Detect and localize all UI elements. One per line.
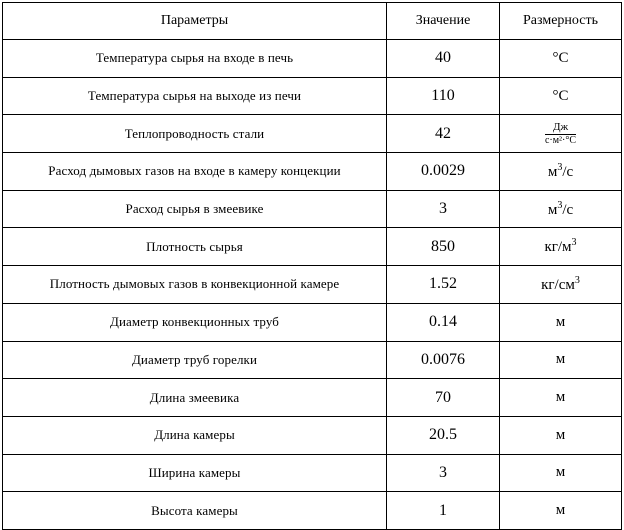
table-row: [3, 341, 622, 379]
parameter-value: 3: [387, 454, 500, 492]
parameter-name: Температура сырья на выходе из печи: [3, 77, 387, 115]
header-value: Значение: [387, 3, 500, 40]
table-row: [3, 40, 622, 78]
unit-base: м: [547, 201, 558, 218]
unit-suffix: /с: [562, 201, 574, 218]
parameter-unit: м: [500, 303, 622, 341]
parameter-value: 0.0029: [387, 153, 500, 191]
parameter-value: 0.0076: [387, 341, 500, 379]
unit-exponent: 3: [557, 199, 563, 211]
parameter-unit: °С: [500, 40, 622, 78]
table-row: [3, 492, 622, 530]
parameter-value: 1: [387, 492, 500, 530]
table-row: [3, 379, 622, 417]
table-body: [3, 40, 622, 530]
parameter-name: Длина змеевика: [3, 379, 387, 417]
parameter-unit: [500, 115, 622, 153]
parameter-name: Диаметр конвекционных труб: [3, 303, 387, 341]
table-row: [3, 190, 622, 228]
parameter-name: Плотность сырья: [3, 228, 387, 266]
unit-numerator: Дж: [545, 122, 576, 135]
parameter-name: Диаметр труб горелки: [3, 341, 387, 379]
parameter-value: 40: [387, 40, 500, 78]
parameter-name: Высота камеры: [3, 492, 387, 530]
parameters-table: [2, 2, 622, 530]
parameter-unit: °С: [500, 77, 622, 115]
table-row: [3, 266, 622, 304]
unit-exponent: 3: [557, 161, 563, 173]
table-header-row: [3, 3, 622, 40]
parameter-name: Температура сырья на входе в печь: [3, 40, 387, 78]
parameter-name: Теплопроводность стали: [3, 115, 387, 153]
parameter-name: Расход дымовых газов на входе в камеру концекции: [3, 153, 387, 191]
table-row: [3, 416, 622, 454]
parameter-name: Расход сырья в змеевике: [3, 190, 387, 228]
parameter-value: 110: [387, 77, 500, 115]
parameter-unit: [500, 153, 622, 191]
parameter-unit: м: [500, 492, 622, 530]
parameter-value: 3: [387, 190, 500, 228]
table-row: [3, 77, 622, 115]
parameter-name: Плотность дымовых газов в конвекционной камере: [3, 266, 387, 304]
header-parameters: Параметры: [3, 3, 387, 40]
table-row: [3, 228, 622, 266]
parameter-value: 850: [387, 228, 500, 266]
unit-exponent: 3: [574, 274, 580, 286]
parameter-value: 1.52: [387, 266, 500, 304]
parameter-name: Длина камеры: [3, 416, 387, 454]
parameter-value: 42: [387, 115, 500, 153]
table-row: [3, 115, 622, 153]
parameter-value: 0.14: [387, 303, 500, 341]
parameter-name: Ширина камеры: [3, 454, 387, 492]
parameter-unit: м: [500, 379, 622, 417]
parameter-unit: [500, 190, 622, 228]
unit-fraction: [545, 122, 576, 146]
unit-base: кг/м: [544, 239, 572, 256]
table-row: [3, 303, 622, 341]
table-row: [3, 454, 622, 492]
parameter-value: 20.5: [387, 416, 500, 454]
parameter-unit: м: [500, 454, 622, 492]
header-unit: Размерность: [500, 3, 622, 40]
unit-suffix: /с: [562, 163, 574, 180]
unit-denominator: с·м²·°С: [544, 134, 577, 146]
parameter-unit: м: [500, 416, 622, 454]
unit-exponent: 3: [571, 237, 577, 249]
unit-base: м: [547, 163, 558, 180]
parameter-value: 70: [387, 379, 500, 417]
parameter-unit: м: [500, 341, 622, 379]
parameter-unit: [500, 266, 622, 304]
table-row: [3, 153, 622, 191]
unit-base: кг/см: [541, 276, 575, 293]
parameter-unit: [500, 228, 622, 266]
